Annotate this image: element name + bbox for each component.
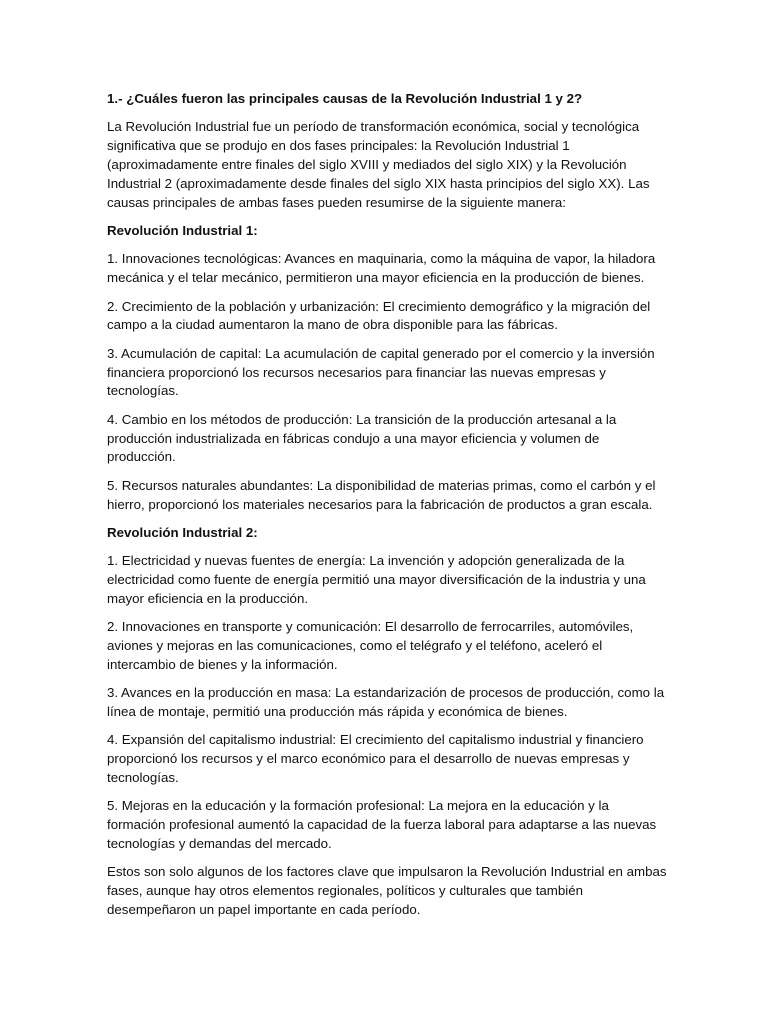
section1-item-1: 1. Innovaciones tecnológicas: Avances en maquinaria, como la máquina de vapor, la hiladora mecánica y el telar mecánico, permitieron una mayor eficiencia en la producción de bienes. bbox=[107, 251, 656, 286]
section1-item-2: 2. Crecimiento de la población y urbanización: El crecimiento demográfico y la migración del campo a la ciudad aumentaron la mano de obra disponible para las fábricas. bbox=[107, 298, 651, 333]
section2-item-4: 4. Expansión del capitalismo industrial: El crecimiento del capitalismo industrial y financiero proporcionó los recursos y el marco económico para el desarrollo de nuevas empresas y tecnologías. bbox=[107, 732, 644, 786]
intro-paragraph: La Revolución Industrial fue un período de transformación económica, social y tecnológica significativa que se produjo en dos fases principales: la Revolución Industrial 1 (aproximadamente entre finales del siglo XVIII y mediados del siglo XIX) y la Revolución Industrial 2 (aproximadamente desde finales del siglo XIX hasta principios del siglo XX). Las causas principales de ambas fases pueden resumirse de la siguiente manera: bbox=[107, 119, 650, 210]
conclusion-paragraph: Estos son solo algunos de los factores clave que impulsaron la Revolución Industrial en ambas fases, aunque hay otros elementos regionales, políticos y culturales que también desempeñaron un papel importante en cada período. bbox=[107, 864, 667, 917]
section2-item-5: 5. Mejoras en la educación y la formación profesional: La mejora en la educación y la formación profesional aumentó la capacidad de la fuerza laboral para adaptarse a las nuevas tecnologías y demandas del mercado. bbox=[107, 798, 657, 852]
section1-heading: Revolución Industrial 1: bbox=[107, 222, 258, 238]
section2-item-1: 1. Electricidad y nuevas fuentes de energía: La invención y adopción generalizada de la electricidad como fuente de energía permitió una mayor diversificación de la industria y una mayor eficiencia en la producción. bbox=[107, 553, 646, 606]
question-heading: 1.- ¿Cuáles fueron las principales causas de la Revolución Industrial 1 y 2? bbox=[107, 91, 583, 106]
section2-item-2: 2. Innovaciones en transporte y comunicación: El desarrollo de ferrocarriles, automóviles, aviones y mejoras en las comunicaciones, como el telégrafo y el teléfono, aceleró el intercambio de bienes y la información. bbox=[107, 619, 634, 672]
section1-item-3: 3. Acumulación de capital: La acumulación de capital generado por el comercio y la inversión financiera proporcionó los recursos necesarios para financiar las nuevas empresas y tecnologías. bbox=[107, 345, 655, 399]
section1-item-4: 4. Cambio en los métodos de producción: La transición de la producción artesanal a la producción industrializada en fábricas condujo a una mayor eficiencia y volumen de producción. bbox=[107, 411, 617, 465]
document-body bbox=[107, 90, 667, 929]
section1-item-5: 5. Recursos naturales abundantes: La disponibilidad de materias primas, como el carbón y el hierro, proporcionó los materiales necesarios para la fabricación de productos a gran escala. bbox=[107, 477, 656, 512]
section2-heading: Revolución Industrial 2: bbox=[107, 524, 258, 540]
section2-item-3: 3. Avances en la producción en masa: La estandarización de procesos de producción, como la línea de montaje, permitió una producción más rápida y económica de bienes. bbox=[107, 685, 665, 720]
